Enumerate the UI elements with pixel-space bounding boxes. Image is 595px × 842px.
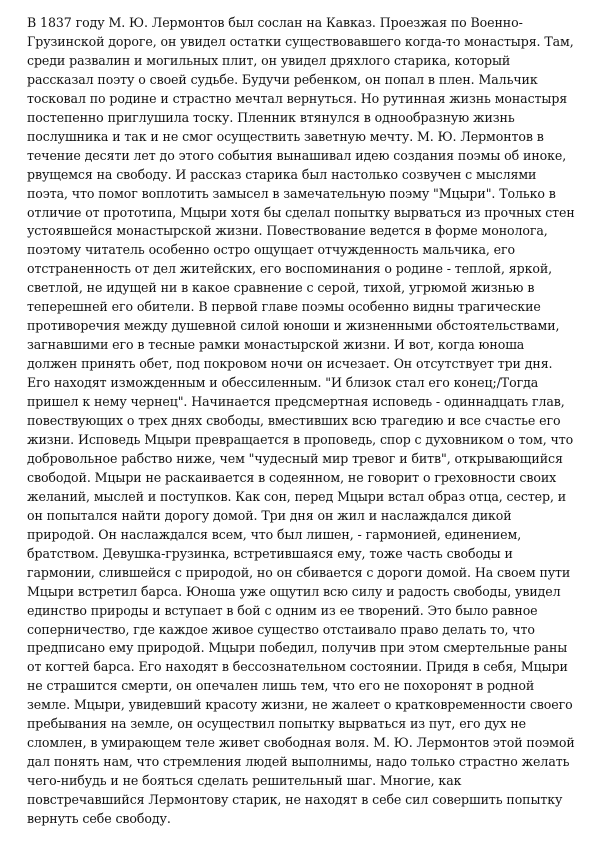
text-line: рассказал поэту о своей судьбе. Будучи ребенком, он попал в плен. Мальчик <box>27 71 538 87</box>
text-line: отличие от прототипа, Мцыри хотя бы сделал попытку вырваться из прочных стен <box>27 204 575 220</box>
text-line: гармонии, слившейся с природой, но он сбивается с дороги домой. На своем пути <box>27 564 571 580</box>
text-line: послушника и так и не смог осуществить заветную мечту. М. Ю. Лермонтов в <box>27 128 544 144</box>
text-line: он попытался найти дорогу домой. Три дня он жил и наслаждался дикой <box>27 507 512 523</box>
text-line: пребывания на земле, он осуществил попытку вырваться из пут, его дух не <box>27 716 526 732</box>
text-line: постепенно приглушила тоску. Пленник втянулся в однообразную жизнь <box>27 109 515 125</box>
essay-paragraph <box>27 14 575 829</box>
text-line: земле. Мцыри, увидевший красоту жизни, не жалеет о кратковременности своего <box>27 697 573 713</box>
text-line: свободой. Мцыри не раскаивается в содеянном, не говорит о греховности своих <box>27 469 557 485</box>
text-line: добровольное рабство ниже, чем "чудесный мир тревог и битв", открывающийся <box>27 450 563 466</box>
text-line: загнавшими его в тесные рамки монастырской жизни. И вот, когда юноша <box>27 337 525 353</box>
text-line: соперничество, где каждое живое существо отстаивало право делать то, что <box>27 621 535 637</box>
text-line: единство природы и вступает в бой с одним из ее творений. Это было равное <box>27 602 538 618</box>
text-line: рвущемся на свободу. И рассказ старика был настолько созвучен с мыслями <box>27 166 537 182</box>
text-line: должен принять обет, под покровом ночи он исчезает. Он отсутствует три дня. <box>27 356 553 372</box>
text-line: В 1837 году М. Ю. Лермонтов был сослан на Кавказ. Проезжая по Военно- <box>27 15 523 30</box>
text-line: не страшится смерти, он опечален лишь тем, что его не похоронят в родной <box>27 678 535 694</box>
text-line: вернуть себе свободу. <box>27 811 171 827</box>
text-line: от когтей барса. Его находят в бессознательном состоянии. Придя в себя, Мцыри <box>27 659 568 675</box>
text-line: теперешней его обители. В первой главе поэмы особенно видны трагические <box>27 299 541 315</box>
text-line: дал понять нам, что стремления людей выполнимы, надо только страстно желать <box>27 754 570 770</box>
text-line: пришел к нему чернец". Начинается предсмертная исповедь - одиннадцать глав, <box>27 394 565 410</box>
text-line: устоявшейся монастырской жизни. Повествование ведется в форме монолога, <box>27 223 548 239</box>
text-line: поэтому читатель особенно остро ощущает отчужденность мальчика, его <box>27 242 516 258</box>
text-line: повстречавшийся Лермонтову старик, не находят в себе сил совершить попытку <box>27 792 563 808</box>
text-line: братством. Девушка-грузинка, встретившаяся ему, тоже часть свободы и <box>27 545 513 561</box>
text-line: Грузинской дороге, он увидел остатки существовавшего когда-то монастыря. Там, <box>27 33 574 49</box>
text-line: противоречия между душевной силой юноши и жизненными обстоятельствами, <box>27 318 560 334</box>
text-line: сломлен, в умирающем теле живет свободная воля. М. Ю. Лермонтов этой поэмой <box>27 735 575 751</box>
text-line: природой. Он наслаждался всем, что был лишен, - гармонией, единением, <box>27 526 522 542</box>
text-line: жизни. Исповедь Мцыри превращается в проповедь, спор с духовником о том, что <box>27 431 574 447</box>
text-line: чего-нибудь и не бояться сделать решительный шаг. Многие, как <box>27 773 462 789</box>
text-line: отстраненность от дел житейских, его воспоминания о родине - теплой, яркой, <box>27 261 553 277</box>
text-line: Его находят изможденным и обессиленным. "И близок стал его конец;/Тогда <box>27 375 539 391</box>
text-line: желаний, мыслей и поступков. Как сон, перед Мцыри встал образ отца, сестер, и <box>27 488 567 504</box>
text-line: тосковал по родине и страстно мечтал вернуться. Но рутинная жизнь монастыря <box>27 90 568 106</box>
text-line: Мцыри встретил барса. Юноша уже ощутил всю силу и радость свободы, увидел <box>27 583 561 599</box>
text-line: светлой, не идущей ни в какое сравнение с серой, тихой, угрюмой жизнью в <box>27 280 535 296</box>
text-line: поэта, что помог воплотить замысел в замечательную поэму "Мцыри". Только в <box>27 185 556 201</box>
text-line: предписано ему природой. Мцыри победил, получив при этом смертельные раны <box>27 640 568 656</box>
text-line: повествующих о трех днях свободы, вместивших всю трагедию и все счастье его <box>27 413 561 429</box>
text-line: течение десяти лет до этого события вынашивал идею создания поэмы об иноке, <box>27 147 567 163</box>
text-line: среди развалин и могильных плит, он увидел дряхлого старика, который <box>27 52 511 68</box>
